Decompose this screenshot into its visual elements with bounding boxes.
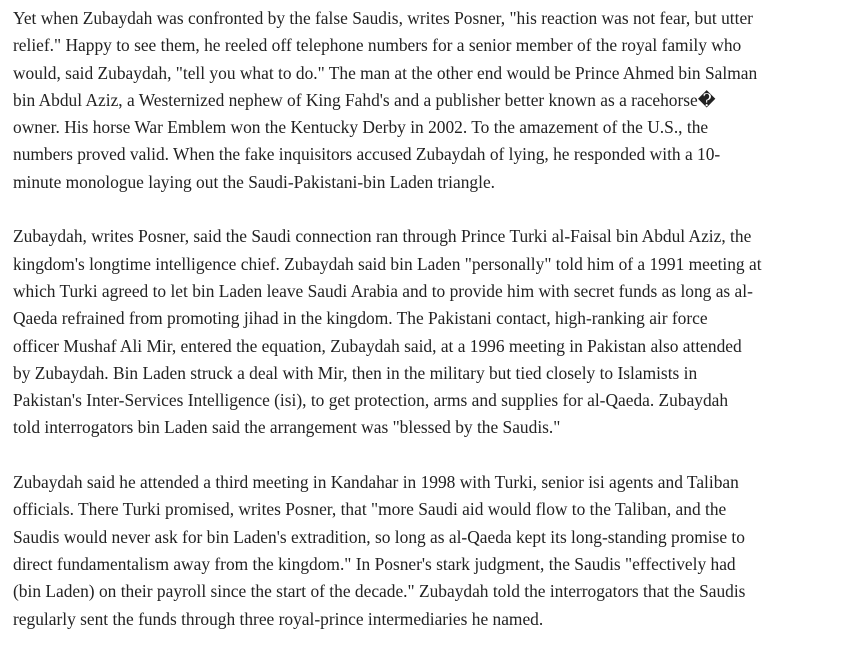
text-line: numbers proved valid. When the fake inquisitors accused Zubaydah of lying, he responded with a 10- [13, 144, 721, 165]
text-line: Zubaydah, writes Posner, said the Saudi connection ran through Prince Turki al-Faisal bin Abdul Aziz, the [13, 226, 752, 247]
text-line: by Zubaydah. Bin Laden struck a deal with Mir, then in the military but tied closely to Islamists in [13, 362, 698, 383]
text-line: Yet when Zubaydah was confronted by the false Saudis, writes Posner, "his reaction was not fear, but utter [13, 8, 753, 28]
text-line: Zubaydah said he attended a third meeting in Kandahar in 1998 with Turki, senior isi agents and Taliban [13, 472, 739, 493]
text-line: officials. There Turki promised, writes Posner, that "more Saudi aid would flow to the Taliban, and the [13, 499, 727, 520]
text-line: bin Abdul Aziz, a Westernized nephew of King Fahd's and a publisher better known as a racehorse� [13, 89, 716, 110]
text-line: (bin Laden) on their payroll since the start of the decade." Zubaydah told the interrogators that the Saudis [13, 581, 746, 602]
text-line: officer Mushaf Ali Mir, entered the equation, Zubaydah said, at a 1996 meeting in Pakistan also attended [13, 335, 742, 356]
text-line: owner. His horse War Emblem won the Kentucky Derby in 2002. To the amazement of the U.S., the [13, 117, 709, 138]
text-line: which Turki agreed to let bin Laden leave Saudi Arabia and to provide him with secret funds as long as al- [13, 280, 753, 301]
text-line: regularly sent the funds through three royal-prince intermediaries he named. [13, 608, 544, 629]
text-line: direct fundamentalism away from the kingdom." In Posner's stark judgment, the Saudis "effectively had [13, 553, 736, 574]
text-line: Saudis would never ask for bin Laden's extradition, so long as al-Qaeda kept its long-standing promise to [13, 526, 745, 547]
text-line: told interrogators bin Laden said the arrangement was "blessed by the Saudis." [13, 417, 561, 438]
paragraph-1 [13, 5, 834, 196]
text-line: minute monologue laying out the Saudi-Pakistani-bin Laden triangle. [13, 171, 496, 192]
text-line: Pakistan's Inter-Services Intelligence (isi), to get protection, arms and supplies for al-Qaeda. Zubaydah [13, 390, 729, 411]
paragraph-3 [13, 469, 834, 633]
text-line: would, said Zubaydah, "tell you what to do." The man at the other end would be Prince Ahmed bin Salman [13, 62, 758, 83]
text-line: relief." Happy to see them, he reeled off telephone numbers for a senior member of the royal family who [13, 35, 742, 56]
text-line: kingdom's longtime intelligence chief. Zubaydah said bin Laden "personally" told him of a 1991 meeting at [13, 253, 762, 274]
paragraph-2 [13, 223, 834, 441]
text-line: Qaeda refrained from promoting jihad in the kingdom. The Pakistani contact, high-ranking air force [13, 308, 708, 329]
